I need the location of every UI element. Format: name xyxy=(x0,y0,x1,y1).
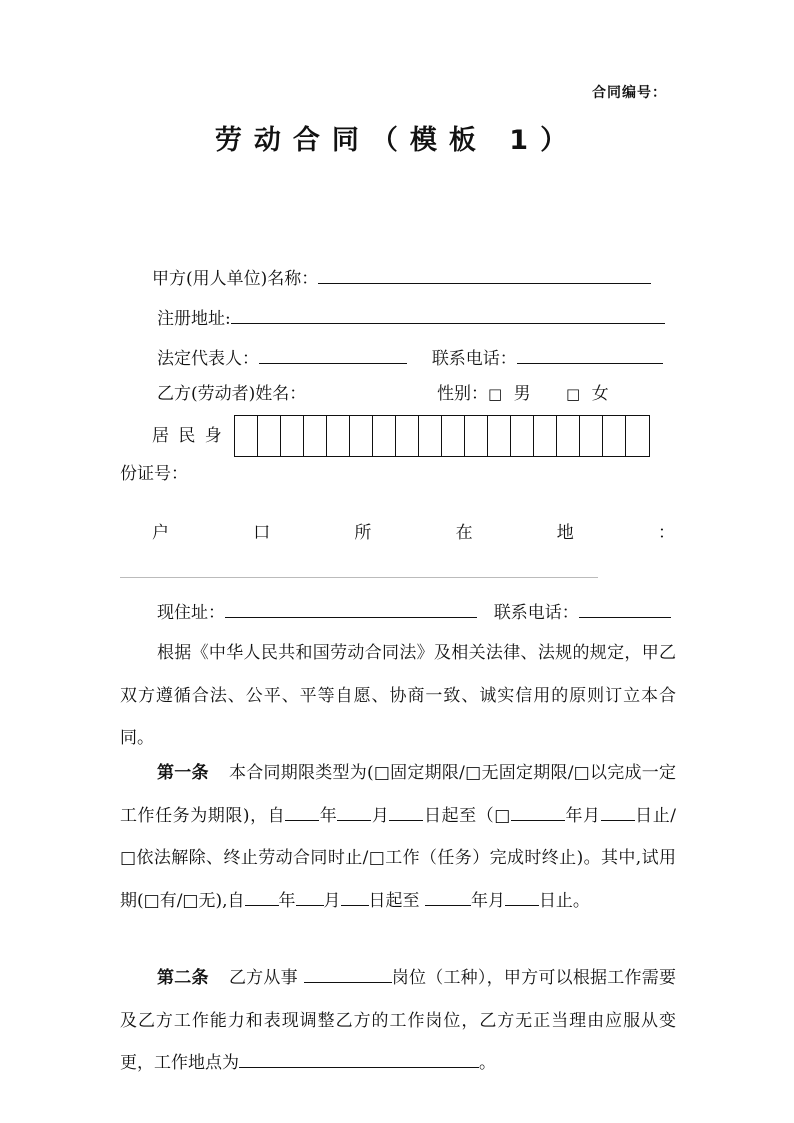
id-digit-cell[interactable] xyxy=(350,416,373,456)
preamble-paragraph: 根据《中华人民共和国劳动合同法》及相关法律、法规的规定，甲乙双方遵循合法、公平、平等自愿、协商一致、诚实信用的原则订立本合同。 xyxy=(120,643,676,748)
year-label: 年 xyxy=(319,805,338,826)
article-1-paragraph xyxy=(120,752,676,922)
end-month-field[interactable] xyxy=(601,801,635,821)
article-1-heading: 第一条 xyxy=(157,763,209,783)
id-digit-cell[interactable] xyxy=(258,416,281,456)
id-digit-cell[interactable] xyxy=(488,416,511,456)
gender-label: 性别： xyxy=(437,384,488,404)
id-digit-cell[interactable] xyxy=(419,416,442,456)
residence-field[interactable] xyxy=(225,598,477,618)
day-from-label: 日起至 xyxy=(368,890,420,911)
probation-start-year-field[interactable] xyxy=(245,886,279,906)
hukou-field[interactable] xyxy=(120,577,598,578)
month-label: 月 xyxy=(371,805,390,826)
registered-address-row xyxy=(157,304,665,331)
hukou-char: 地 xyxy=(556,523,574,543)
start-day-field[interactable] xyxy=(389,801,423,821)
hukou-label-row xyxy=(152,518,675,543)
day-from-label: 日起至（□ xyxy=(423,805,511,826)
id-digit-cell[interactable] xyxy=(396,416,419,456)
probation-start-month-field[interactable] xyxy=(296,886,324,906)
party-b-name-label: 乙方(劳动者)姓名： xyxy=(157,384,307,404)
hukou-char: 户 xyxy=(152,523,169,543)
hukou-char: 所 xyxy=(354,523,372,543)
id-digit-cell[interactable] xyxy=(580,416,603,456)
female-label: 女 xyxy=(591,384,609,404)
probation-end-day-field[interactable] xyxy=(505,886,539,906)
article-1-text-1: 本合同期限类型为(□固定期限/□无固定期限/□以完成一定工作任务为期限)，自 xyxy=(120,763,676,826)
party-a-name-row xyxy=(152,264,651,291)
party-a-phone-label: 联系电话： xyxy=(431,349,517,369)
id-digit-cell[interactable] xyxy=(281,416,304,456)
id-digit-cell[interactable] xyxy=(465,416,488,456)
year-label: 年 xyxy=(470,890,488,911)
id-number-grid[interactable] xyxy=(234,415,650,457)
start-month-field[interactable] xyxy=(337,801,371,821)
male-checkbox[interactable]: □ xyxy=(488,385,503,403)
id-digit-cell[interactable] xyxy=(327,416,350,456)
probation-end-year-field[interactable] xyxy=(425,886,471,906)
end-year-field[interactable] xyxy=(511,801,565,821)
legal-rep-field[interactable] xyxy=(259,344,407,364)
hukou-char: 口 xyxy=(253,523,271,543)
year-label: 年 xyxy=(278,890,296,911)
legal-rep-label: 法定代表人： xyxy=(157,349,259,369)
hukou-char: 在 xyxy=(455,523,473,543)
article-1-end: 日止。 xyxy=(538,890,590,911)
month-label: 月 xyxy=(583,805,601,826)
work-location-field[interactable] xyxy=(239,1048,479,1068)
month-label: 月 xyxy=(323,890,341,911)
gender-row xyxy=(437,382,609,406)
registered-address-field[interactable] xyxy=(231,304,665,324)
article-2-text-2: 岗位（工种），甲方可以根据工作需要及乙方工作能力和表现调整乙方的工作岗位，乙方无正当理由应服从变更，工作地点为 xyxy=(120,968,676,1073)
year-label: 年 xyxy=(564,805,584,826)
article-1-text-2: 日止/□依法解除、终止劳动合同时止/□工作（任务）完成时终止)。其中,试用期(□有/□无),自 xyxy=(120,805,677,911)
party-b-phone-field[interactable] xyxy=(579,598,671,618)
contract-number-label: 合同编号： xyxy=(592,85,667,101)
id-digit-cell[interactable] xyxy=(235,416,258,456)
party-a-name-label: 甲方(用人单位)名称： xyxy=(152,269,319,289)
article-2-paragraph xyxy=(120,957,676,1085)
id-label-1: 居 民 身 xyxy=(152,426,224,446)
id-digit-cell[interactable] xyxy=(603,416,626,456)
document-title: 劳动合同（模板 1） xyxy=(214,125,580,156)
residence-label: 现住址： xyxy=(157,603,225,623)
hukou-char: ： xyxy=(657,523,675,543)
id-digit-cell[interactable] xyxy=(626,416,649,456)
male-label: 男 xyxy=(513,384,531,404)
residence-row xyxy=(157,598,671,625)
legal-rep-row xyxy=(157,344,663,371)
id-label-2: 份证号： xyxy=(120,464,188,484)
id-digit-cell[interactable] xyxy=(442,416,465,456)
month-label: 月 xyxy=(487,890,505,911)
position-field[interactable] xyxy=(304,963,392,983)
id-digit-cell[interactable] xyxy=(304,416,327,456)
probation-start-day-field[interactable] xyxy=(341,886,369,906)
party-a-phone-field[interactable] xyxy=(517,344,663,364)
registered-address-label: 注册地址: xyxy=(157,309,231,329)
start-year-field[interactable] xyxy=(285,801,319,821)
female-checkbox[interactable]: □ xyxy=(566,385,581,403)
article-2-end: 。 xyxy=(479,1053,496,1073)
id-digit-cell[interactable] xyxy=(534,416,557,456)
id-digit-cell[interactable] xyxy=(557,416,580,456)
id-digit-cell[interactable] xyxy=(511,416,534,456)
id-digit-cell[interactable] xyxy=(373,416,396,456)
party-a-name-field[interactable] xyxy=(318,264,651,284)
article-2-text-1: 乙方从事 xyxy=(228,968,298,988)
party-b-phone-label: 联系电话： xyxy=(493,603,579,623)
article-2-heading: 第二条 xyxy=(157,968,209,988)
